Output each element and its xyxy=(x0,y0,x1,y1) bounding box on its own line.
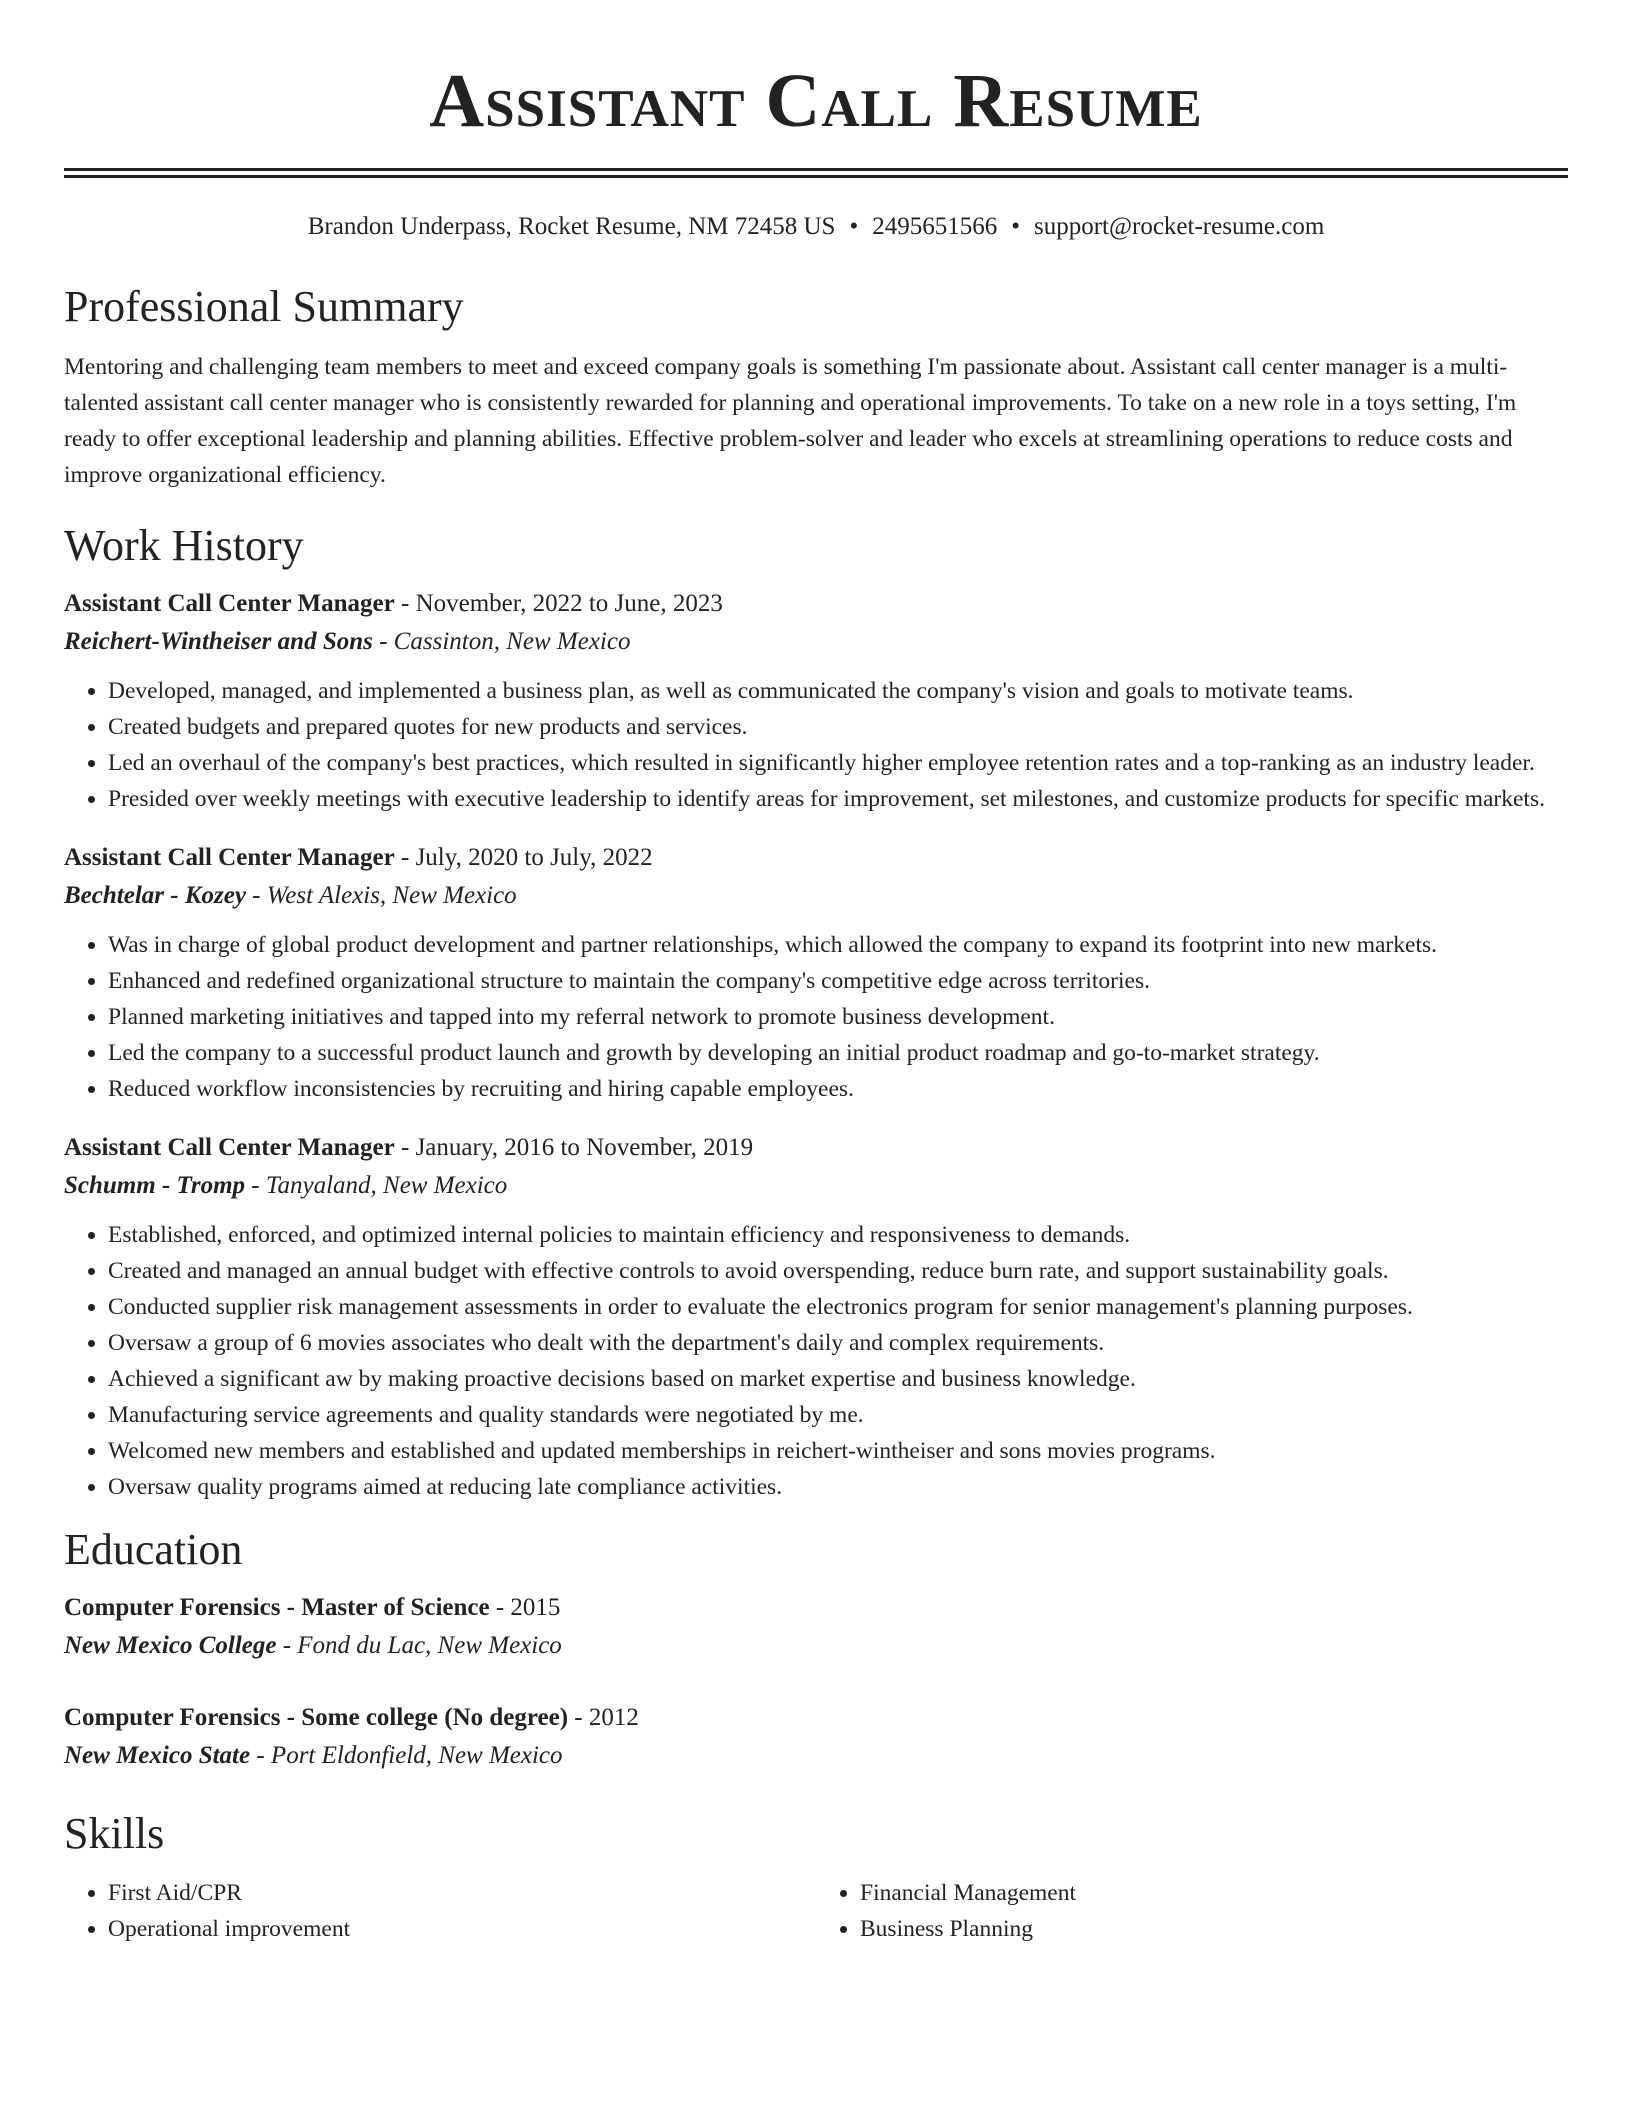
skills-heading: Skills xyxy=(64,1809,165,1858)
job-dates: - November, 2022 to June, 2023 xyxy=(394,590,723,617)
contact-email: support@rocket-resume.com xyxy=(1033,213,1325,240)
job-bullet: • Established, enforced, and optimized internal policies to maintain efficiency and responsiveness to demands. xyxy=(108,1217,1568,1253)
job-company: Schumm - Tromp xyxy=(64,1172,246,1199)
skills-list xyxy=(64,1875,1568,1947)
job-employer-line xyxy=(64,1167,1568,1205)
job-company: Reichert-Wintheiser and Sons xyxy=(64,628,373,655)
contact-separator: • xyxy=(849,213,859,240)
job-title-line xyxy=(64,585,1568,623)
job-location: - West Alexis, New Mexico xyxy=(245,882,517,909)
job-bullet: • Created budgets and prepared quotes for new products and services. xyxy=(108,709,1568,745)
education-year: - 2015 xyxy=(489,1594,561,1621)
resume-title: Assistant Call Resume xyxy=(429,59,1203,143)
title-divider xyxy=(64,168,1568,178)
job-location: - Cassinton, New Mexico xyxy=(372,628,631,655)
job-bullet: • Oversaw quality programs aimed at reducing late compliance activities. xyxy=(108,1469,1568,1505)
education-entry xyxy=(64,1699,1568,1775)
summary-text: Mentoring and challenging team members to meet and exceed company goals is something I'm passionate about. Assistant call center manager is a multi-talented assistant call center manager who is consistently rewarded for planning and operational improvements. To take on a new role in a toys setting, I'm ready to offer exceptional leadership and planning abilities. Effective problem-solver and leader who excels at streamlining operations to reduce costs and improve organizational efficiency. xyxy=(64,354,1517,488)
education-entry xyxy=(64,1589,1568,1665)
job-bullet: • Welcomed new members and established and updated memberships in reichert-wintheiser and sons movies programs. xyxy=(108,1433,1568,1469)
job-bullet: • Oversaw a group of 6 movies associates who dealt with the department's daily and complex requirements. xyxy=(108,1325,1568,1361)
job-bullet: • Led an overhaul of the company's best practices, which resulted in significantly higher employee retention rates and a top-ranking as an industry leader. xyxy=(108,745,1568,781)
job-bullet: • Was in charge of global product development and partner relationships, which allowed the company to expand its footprint into new markets. xyxy=(108,927,1568,963)
education-school-line xyxy=(64,1737,1568,1775)
skills-column-right xyxy=(816,1875,1568,1947)
skill-item: • Operational improvement xyxy=(108,1911,816,1947)
education-degree: Computer Forensics - Master of Science xyxy=(64,1594,490,1621)
job-dates: - July, 2020 to July, 2022 xyxy=(394,844,653,871)
job-bullet: • Presided over weekly meetings with executive leadership to identify areas for improvement, set milestones, and customize products for specific markets. xyxy=(108,781,1568,817)
job-bullets xyxy=(64,673,1568,817)
job-role: Assistant Call Center Manager xyxy=(64,1134,395,1161)
job-location: - Tanyaland, New Mexico xyxy=(245,1172,508,1199)
contact-separator: • xyxy=(1011,213,1020,240)
summary-heading: Professional Summary xyxy=(64,282,464,331)
job-bullet: • Developed, managed, and implemented a business plan, as well as communicated the company's vision and goals to motivate teams. xyxy=(108,673,1568,709)
job-role: Assistant Call Center Manager xyxy=(64,590,395,617)
job-bullets xyxy=(64,1217,1568,1505)
job-entry xyxy=(64,1129,1568,1505)
contact-line xyxy=(64,211,1568,243)
skill-item: • Financial Management xyxy=(860,1875,1568,1911)
work-history-heading: Work History xyxy=(64,521,304,570)
education-degree: Computer Forensics - Some college (No degree) xyxy=(64,1704,569,1731)
job-bullet: • Manufacturing service agreements and quality standards were negotiated by me. xyxy=(108,1397,1568,1433)
job-title-line xyxy=(64,1129,1568,1167)
education-school: New Mexico State xyxy=(64,1742,251,1769)
job-bullet: • Planned marketing initiatives and tapped into my referral network to promote business development. xyxy=(108,999,1568,1035)
contact-phone: 2495651566 xyxy=(872,213,998,240)
job-role: Assistant Call Center Manager xyxy=(64,844,395,871)
skill-item: • First Aid/CPR xyxy=(108,1875,816,1911)
contact-address: Brandon Underpass, Rocket Resume, NM 72458 US xyxy=(307,213,836,240)
education-year: - 2012 xyxy=(568,1704,639,1731)
job-bullet: • Conducted supplier risk management assessments in order to evaluate the electronics program for senior management's planning purposes. xyxy=(108,1289,1568,1325)
education-heading: Education xyxy=(64,1525,243,1574)
job-bullet: • Led the company to a successful product launch and growth by developing an initial product roadmap and go-to-market strategy. xyxy=(108,1035,1568,1071)
job-entry xyxy=(64,585,1568,817)
job-title-line xyxy=(64,839,1568,877)
education-degree-line xyxy=(64,1699,1568,1737)
job-entry xyxy=(64,839,1568,1107)
job-bullets xyxy=(64,927,1568,1107)
education-school: New Mexico College xyxy=(64,1632,277,1659)
job-bullet: • Reduced workflow inconsistencies by recruiting and hiring capable employees. xyxy=(108,1071,1568,1107)
skill-item: • Business Planning xyxy=(860,1911,1568,1947)
job-bullet: • Created and managed an annual budget with effective controls to avoid overspending, reduce burn rate, and support sustainability goals. xyxy=(108,1253,1568,1289)
education-location: - Port Eldonfield, New Mexico xyxy=(250,1742,563,1769)
job-dates: - January, 2016 to November, 2019 xyxy=(394,1134,754,1161)
job-bullet: • Enhanced and redefined organizational structure to maintain the company's competitive edge across territories. xyxy=(108,963,1568,999)
job-company: Bechtelar - Kozey xyxy=(64,882,246,909)
skills-column-left xyxy=(64,1875,816,1947)
education-degree-line xyxy=(64,1589,1568,1627)
job-employer-line xyxy=(64,623,1568,661)
job-bullet: • Achieved a significant aw by making proactive decisions based on market expertise and business knowledge. xyxy=(108,1361,1568,1397)
education-location: - Fond du Lac, New Mexico xyxy=(276,1632,562,1659)
job-employer-line xyxy=(64,877,1568,915)
education-school-line xyxy=(64,1627,1568,1665)
